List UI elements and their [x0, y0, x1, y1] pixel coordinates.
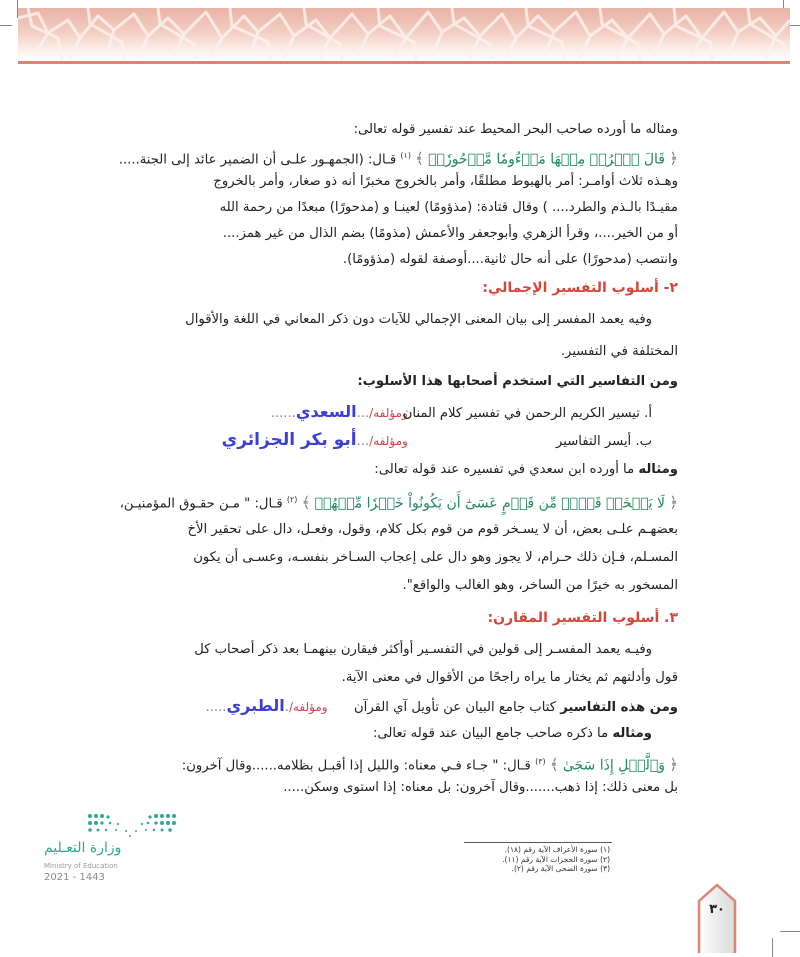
- author-label: ومؤلفه/: [369, 434, 408, 448]
- paragraph-text: المختلفة في التفسير.: [560, 344, 678, 359]
- paragraph-text: قـال: " مـن حقـوق المؤمنيـن،: [119, 496, 283, 512]
- author-label: ومؤلفه/: [288, 700, 328, 714]
- ornate-bracket-close-icon: ﴾: [549, 755, 559, 774]
- quran-verse: وَٱلَّيۡلِ إِذَا سَجَىٰ: [562, 757, 665, 774]
- dots: ......: [270, 406, 296, 421]
- verse-line: [130, 752, 678, 776]
- paragraph-line: [130, 120, 678, 140]
- paragraph-line: [130, 172, 678, 192]
- verse-line: [118, 146, 678, 170]
- ornate-bracket-open-icon: ﴿: [669, 493, 678, 512]
- paragraph-text: المسـلم، فـإن ذلك حـرام، لا يجوز وهو دال على إعجاب السـاخر بنفسـه، وعسـى أن يكون: [193, 550, 678, 565]
- ornate-bracket-open-icon: ﴿: [669, 755, 678, 774]
- paragraph-text: أو من الخير....، وقرأ الزهري وأبوجعفر والأعمش (مذومًا) بضم الذال من غير همز....: [222, 226, 678, 241]
- paragraph-line: [130, 548, 678, 568]
- paragraph-text: قول وأدلتهم ثم يختار ما يراه راجحًا من الأقوال في معنى الآية.: [341, 670, 678, 685]
- header-ornament: [18, 8, 790, 60]
- crop-mark: [780, 931, 800, 932]
- footnotes: [470, 845, 610, 874]
- crop-mark: [772, 938, 773, 957]
- paragraph-text: ومن التفاسير التي استخدم أصحابها هذا الأسلوب:: [357, 374, 678, 389]
- paragraph-text: بعضهـم علـى بعض، أن لا يسـخر قوم من قوم بكل كلام، وقول، وفعـل، دال على تحقير الأخ: [187, 522, 678, 537]
- paragraph-line: [130, 460, 678, 480]
- footnote: (١) سورة الأعراف الآية رقم (١٨).: [504, 845, 610, 854]
- footnote-rule: [464, 842, 612, 843]
- ornate-bracket-close-icon: ﴾: [415, 149, 424, 168]
- book-item: [130, 696, 678, 718]
- paragraph-line: [104, 724, 678, 744]
- dots: ...: [356, 406, 370, 421]
- paragraph-line: [130, 372, 678, 392]
- paragraph-text: ومن هذه التفاسير: [560, 700, 678, 715]
- paragraph-line: [130, 250, 678, 270]
- author-label: ومؤلفه/: [369, 406, 408, 420]
- book-title: ب. أيسر التفاسير: [555, 434, 652, 449]
- dots: .: [284, 700, 289, 715]
- paragraph-text: ما ذكره صاحب جامع البيان عند قوله تعالى:: [372, 726, 613, 741]
- book-item: [104, 402, 678, 424]
- footnote-ref: (١): [400, 151, 411, 160]
- paragraph-line: [104, 640, 678, 660]
- paragraph-line: [130, 520, 678, 540]
- author-name: الطبري: [226, 696, 285, 715]
- paragraph-text: المسخور به خيرًا من الساخر، وهو الغالب والواقع".: [402, 578, 678, 593]
- paragraph-line: [130, 778, 678, 798]
- paragraph-text: مقيـدًا بالـذم والطرد.... ) وقال قتادة: (مذؤومًا) لعينـا و (مدحورًا) مبعدًا من رحمة الله: [219, 200, 678, 215]
- page-number-tab-icon: [697, 883, 737, 953]
- logo-year: 2021 - 1443: [44, 872, 105, 883]
- paragraph-line: [130, 342, 678, 362]
- dots: ...: [356, 434, 370, 449]
- logo-english-text: Ministry of Education: [44, 862, 118, 870]
- paragraph-text: وهـذه ثلاث أوامـر: أمر بالهبوط مطلقًا، وأمر بالخروج مخبرًا أنه ذو صغار، وأمر بالخروج: [213, 174, 678, 189]
- header-rule: [18, 61, 790, 64]
- verse-line: [119, 490, 678, 514]
- section-heading: ٢- أسلوب التفسير الإجمالي:: [482, 280, 678, 296]
- crop-mark: [0, 25, 12, 26]
- paragraph-line: [130, 668, 678, 688]
- ministry-dots-icon: [86, 812, 176, 838]
- paragraph-text: وفيه يعمد المفسر إلى بيان المعنى الإجمالي للآيات دون ذكر المعاني في اللغة والأقوال: [185, 312, 652, 327]
- ornate-bracket-close-icon: ﴾: [301, 493, 311, 512]
- quran-verse: قَالَ ٱخۡرُجۡ مِنۡهَا مَذۡءُومٗا مَّدۡحُورٗاۖ: [428, 151, 665, 168]
- paragraph-text: وفيـه يعمد المفسـر إلى قولين في التفسـير أوأكثر فيقارن بينهمـا بعد ذكر أصحاب كل: [194, 642, 652, 657]
- footnote: (٣) سورة الضحى الآية رقم (٢).: [511, 864, 610, 873]
- paragraph-text: ومثاله: [612, 726, 652, 741]
- author-name: أبو بكر الجزائري: [221, 430, 357, 450]
- paragraph-line: [104, 310, 678, 330]
- footnote-ref: (٣): [535, 757, 546, 766]
- page-number: ٣٠: [709, 902, 725, 917]
- book-title: كتاب جامع البيان عن تأويل آي القرآن: [353, 700, 561, 715]
- ornate-bracket-open-icon: ﴿: [669, 149, 678, 168]
- paragraph-text: ومثاله ما أورده صاحب البحر المحيط عند تفسير قوله تعالى:: [353, 122, 678, 137]
- book-title: أ. تيسير الكريم الرحمن في تفسير كلام المنان: [402, 406, 652, 421]
- footnote-ref: (٢): [286, 495, 298, 504]
- paragraph-text: قـال: " جـاء فـي معناه: والليل إذا أقبـل بظلامه......وقال آخرون:: [181, 758, 531, 774]
- author-name: السعدي: [295, 402, 357, 421]
- paragraph-text: قـال: (الجمهـور علـى أن الضمير عائد إلى الجنة.....: [118, 152, 397, 168]
- quran-verse: لَا يَسۡخَرۡ قَوۡمٞ مِّن قَوۡمٍ عَسَىٰٓ أَن يَكُونُواْ خَيۡرٗا مِّنۡهُمۡ: [314, 495, 665, 512]
- paragraph-text: ومثاله: [638, 462, 678, 477]
- dots: .....: [205, 700, 227, 715]
- book-item: [104, 430, 678, 452]
- footnote: (٢) سورة الحجرات الآية رقم (١١).: [502, 854, 610, 864]
- paragraph-text: ما أورده ابن سعدي في تفسيره عند قوله تعالى:: [374, 462, 639, 477]
- paragraph-text: وانتصب (مدحورًا) على أنه حال ثانية....أوصفة لقوله (مذؤومًا).: [342, 252, 678, 267]
- paragraph-line: [130, 224, 678, 244]
- arabesque-pattern-icon: [18, 8, 790, 60]
- paragraph-line: [130, 198, 678, 218]
- section-heading: ٣. أسلوب التفسير المقارن:: [487, 610, 678, 626]
- logo-arabic-text: وزارة التعـليم: [44, 840, 122, 856]
- paragraph-line: [130, 576, 678, 596]
- paragraph-text: بل معنى ذلك: إذا ذهب.......وقال آخرون: بل معناه: إذا استوى وسكن.....: [283, 780, 678, 795]
